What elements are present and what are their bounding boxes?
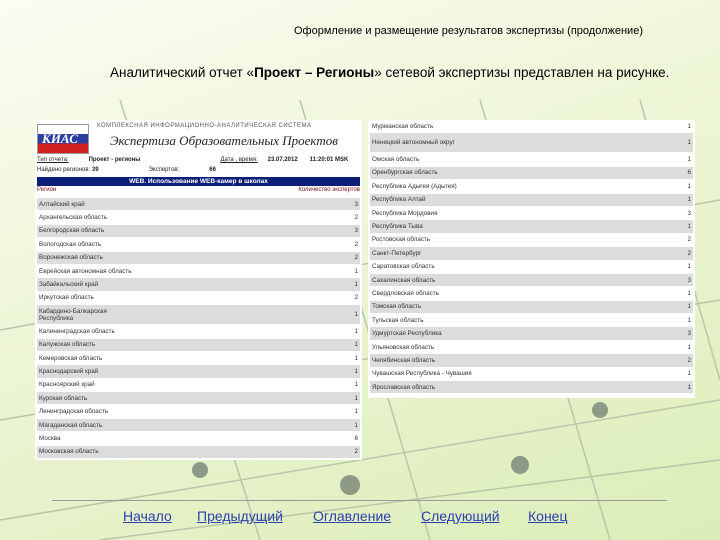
expert-count: 2 [354, 214, 358, 222]
nav-start-link[interactable]: Начало [123, 508, 172, 524]
region-name: Республика Алтай [372, 196, 426, 204]
expert-count: 3 [354, 200, 358, 208]
expert-count: 2 [354, 294, 358, 302]
table-row [370, 180, 693, 193]
expert-count: 3 [687, 209, 691, 217]
expert-count: 1 [354, 394, 358, 402]
expert-count: 1 [687, 182, 691, 190]
region-name: Белгородская область [39, 227, 105, 235]
region-name: Оренбургская область [372, 169, 438, 177]
nav-end-link[interactable]: Конец [528, 508, 568, 524]
region-name: Москва [39, 434, 61, 442]
expert-count: 2 [354, 254, 358, 262]
expert-count: 2 [687, 249, 691, 257]
region-name: Удмуртская Республика [372, 330, 442, 338]
region-name: Республика Мордовия [372, 209, 438, 217]
nav-next-link[interactable]: Следующий [421, 508, 500, 524]
expert-count: 1 [687, 122, 691, 130]
expert-count: 1 [687, 156, 691, 164]
expert-count: 3 [687, 276, 691, 284]
table-row [370, 207, 693, 220]
table-row [37, 379, 360, 392]
region-name: Московская область [39, 448, 99, 456]
expert-count: 1 [687, 383, 691, 391]
region-name: Калужская область [39, 341, 96, 349]
table-row [370, 247, 693, 260]
table-row [37, 392, 360, 405]
table-row [370, 261, 693, 274]
region-name: Магаданская область [39, 421, 103, 429]
table-row [37, 265, 360, 278]
region-name: Санкт-Петербург [372, 249, 422, 257]
table-row [370, 274, 693, 287]
table-row [370, 220, 693, 233]
slide-paragraph: Аналитический отчет «Проект – Регионы» сетевой экспертизы представлен на рисунке. [110, 65, 670, 80]
table-row [37, 278, 360, 291]
region-name: Мурманская область [372, 122, 434, 130]
table-row [37, 305, 360, 325]
table-row [37, 365, 360, 378]
expert-count: 1 [354, 354, 358, 362]
expert-count: 2 [354, 240, 358, 248]
expert-count: 3 [354, 227, 358, 235]
left-table [37, 198, 360, 459]
region-name: Омская область [372, 156, 420, 164]
expert-count: 1 [687, 223, 691, 231]
region-name: Забайкальский край [39, 281, 99, 289]
table-row [37, 405, 360, 418]
table-row [37, 211, 360, 224]
region-name: Ульяновская область [372, 343, 435, 351]
slide-title: Оформление и размещение результатов экспертизы (продолжение) [294, 25, 643, 37]
expert-count: 1 [687, 370, 691, 378]
region-name: Чувашская Республика - Чувашия [372, 370, 472, 378]
report-meta-type: Тип отчета: Проект - регионы Дата , время: 23.07.2012 11:20:01 MSK [37, 157, 349, 163]
table-row [370, 301, 693, 314]
table-row [37, 252, 360, 265]
right-table [370, 120, 693, 394]
table-row [37, 292, 360, 305]
table-header: Регион Количество экспертов [37, 187, 360, 193]
region-name: Томская область [372, 303, 422, 311]
region-name: Еврейская автономная область [39, 267, 132, 275]
nav-contents-link[interactable]: Оглавление [313, 508, 392, 524]
expert-count: 2 [687, 356, 691, 364]
table-row [370, 120, 693, 133]
table-row [370, 327, 693, 340]
region-name: Республика Тыва [372, 223, 423, 231]
expert-count: 6 [354, 434, 358, 442]
table-row [37, 198, 360, 211]
table-row [370, 287, 693, 300]
table-row [370, 153, 693, 166]
region-name: Калининградская область [39, 327, 115, 335]
table-row [370, 167, 693, 180]
report-screenshot-right [368, 120, 695, 398]
report-screenshot-left [35, 120, 362, 460]
nav-previous-link[interactable]: Предыдущий [197, 508, 283, 524]
expert-count: 1 [687, 196, 691, 204]
expert-count: 1 [354, 367, 358, 375]
table-row [370, 368, 693, 381]
expert-count: 1 [687, 343, 691, 351]
expert-count: 1 [687, 316, 691, 324]
expert-count: 1 [354, 281, 358, 289]
expert-count: 1 [354, 408, 358, 416]
region-name: Архангельская область [39, 214, 108, 222]
expert-count: 3 [687, 330, 691, 338]
region-name: Челябинская область [372, 356, 436, 364]
table-row [370, 133, 693, 153]
expert-count: 1 [687, 139, 691, 147]
expert-count: 1 [687, 289, 691, 297]
expert-count: 1 [354, 327, 358, 335]
expert-count: 2 [687, 236, 691, 244]
region-name: Ярославская область [372, 383, 436, 391]
table-row [370, 354, 693, 367]
region-name: Вологодская область [39, 240, 102, 248]
table-row [370, 341, 693, 354]
system-name: КОМПЛЕКСНАЯ ИНФОРМАЦИОННО-АНАЛИТИЧЕСКАЯ СИСТЕМА [97, 123, 312, 129]
expert-count: 1 [354, 311, 358, 319]
expert-count: 1 [354, 341, 358, 349]
report-subtitle: Экспертиза Образовательных Проектов [110, 133, 338, 148]
table-row [370, 314, 693, 327]
expert-count: 1 [354, 421, 358, 429]
region-name: Курская область [39, 394, 88, 402]
region-name: Ростовская область [372, 236, 431, 244]
project-title-bar: WEB. Использование WEB-камер в школах [37, 177, 360, 186]
divider [52, 500, 667, 501]
region-name: Тульская область [372, 316, 424, 324]
table-row [37, 339, 360, 352]
region-name: Ненецкий автономный округ [372, 139, 455, 147]
expert-count: 1 [354, 381, 358, 389]
expert-count: 2 [354, 448, 358, 456]
table-row [37, 238, 360, 251]
region-name: Красноярский край [39, 381, 95, 389]
report-meta-counts: Найдено регионов: 39 Экспертов: 66 [37, 167, 216, 173]
expert-count: 1 [687, 303, 691, 311]
region-name: Республика Адыгея (Адыгея) [372, 182, 457, 190]
region-name: Кемеровская область [39, 354, 103, 362]
table-row [37, 225, 360, 238]
kias-logo: КИАС [37, 124, 89, 154]
region-name: Краснодарский край [39, 367, 99, 375]
region-name: Иркутская область [39, 294, 94, 302]
region-name: Кабардино-Балкарская Республика [39, 307, 107, 322]
table-row [37, 419, 360, 432]
region-name: Свердловская область [372, 289, 439, 297]
region-name: Алтайский край [39, 200, 85, 208]
expert-count: 1 [687, 263, 691, 271]
table-row [370, 381, 693, 394]
table-row [37, 446, 360, 459]
table-row [37, 432, 360, 445]
expert-count: 1 [354, 267, 358, 275]
table-row [370, 194, 693, 207]
table-row [37, 325, 360, 338]
region-name: Саратовская область [372, 263, 435, 271]
table-row [370, 234, 693, 247]
region-name: Воронежская область [39, 254, 103, 262]
table-row [37, 352, 360, 365]
expert-count: 6 [687, 169, 691, 177]
region-name: Сахалинская область [372, 276, 436, 284]
region-name: Ленинградская область [39, 408, 109, 416]
